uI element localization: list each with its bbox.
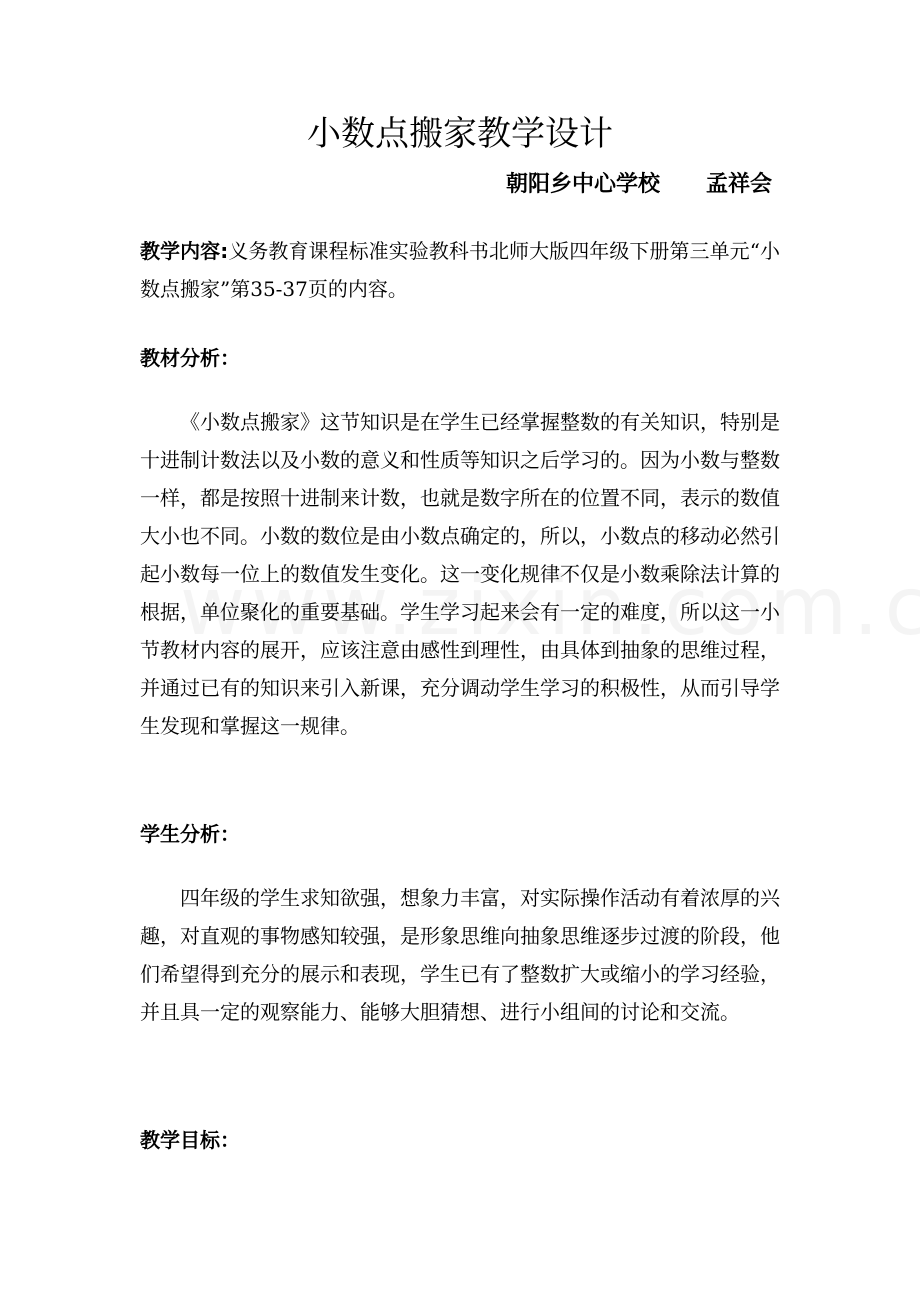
student-analysis-heading: 学生分析： [140,822,240,846]
document-page [140,0,780,1302]
student-analysis-text: 四年级的学生求知欲强，想象力丰富，对实际操作活动有着浓厚的兴趣，对直观的事物感知较强，是形象思维向抽象思维逐步过渡的阶段，他们希望得到充分的展示和表现，学生已有了整数扩大或缩小的学习经验，并且具一定的观察能力、能够大胆猜想、进行小组间的讨论和交流。 [140,886,780,1024]
teaching-content-paragraph [140,232,780,308]
teaching-content-label: 教学内容: [140,239,229,263]
material-analysis-heading: 教材分析： [140,346,240,370]
document-title: 小数点搬家教学设计 [307,114,613,154]
teaching-content-text: 义务教育课程标准实验教科书北师大版四年级下册第三单元“小数点搬家”第35-37页的内容。 [140,239,780,301]
material-analysis-text: 《小数点搬家》这节知识是在学生已经掌握整数的有关知识，特别是十进制计数法以及小数的意义和性质等知识之后学习的。因为小数与整数一样，都是按照十进制来计数，也就是数字所在的位置不同，表示的数值大小也不同。小数的数位是由小数点确定的，所以，小数点的移动必然引起小数每一位上的数值发生变化。这一变化规律不仅是小数乘除法计算的根据，单位聚化的重要基础。学生学习起来会有一定的难度，所以这一小节教材内容的展开，应该注意由感性到理性，由具体到抽象的思维过程，并通过已有的知识来引入新课，充分调动学生学习的积极性，从而引导学生发现和掌握这一规律。 [140,410,780,738]
teaching-goals-heading: 教学目标： [140,1128,240,1152]
author-line: 朝阳乡中心学校 孟祥会 [506,172,772,197]
